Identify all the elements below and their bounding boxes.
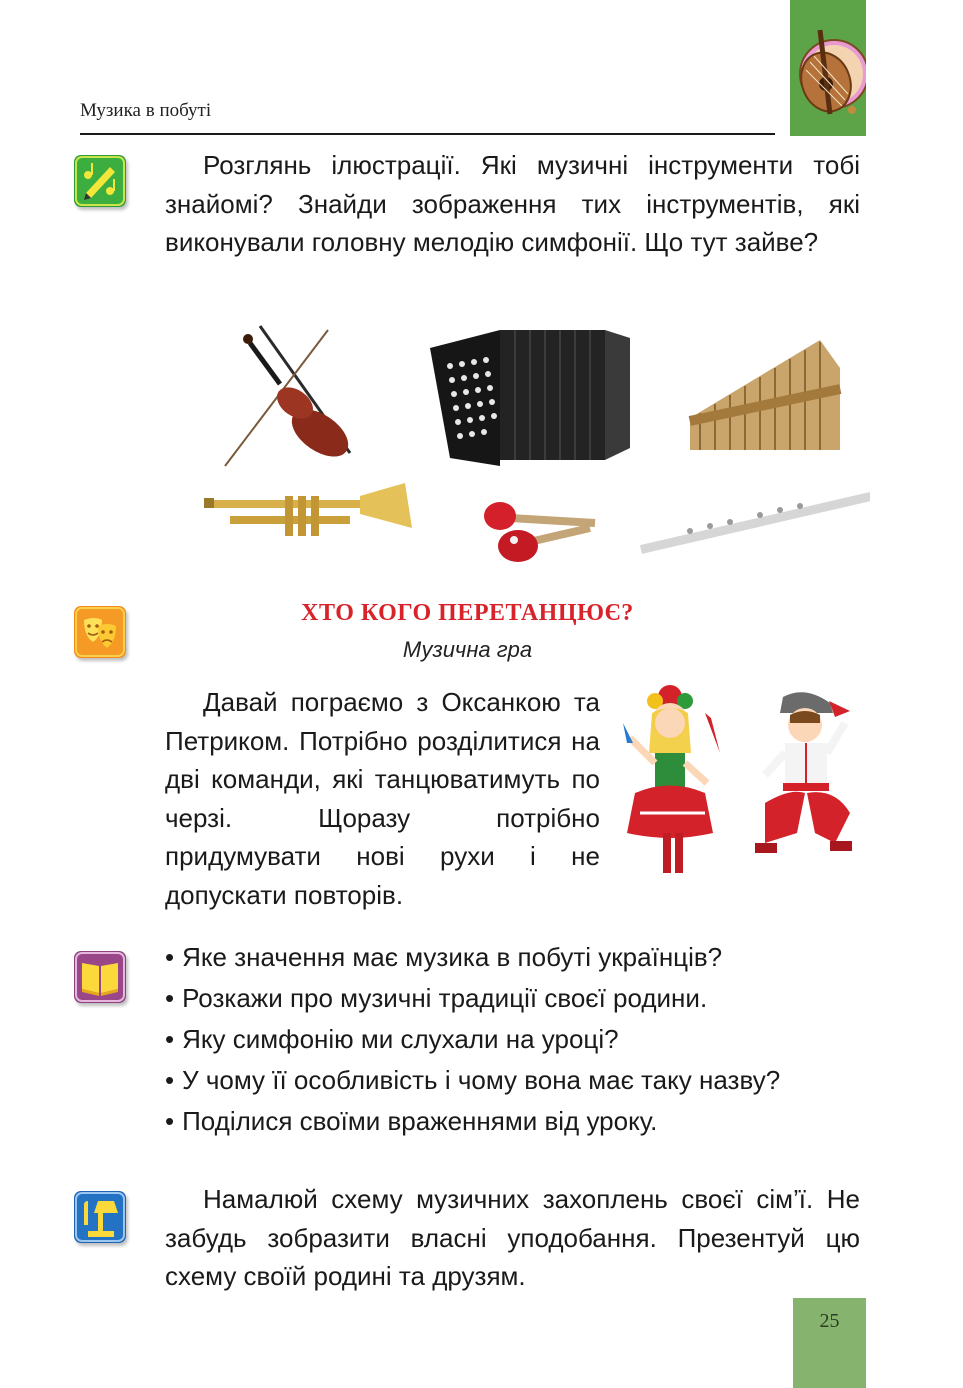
questions-list: [165, 937, 875, 1142]
trumpet-image: [204, 483, 412, 536]
boy-dancer-image: [755, 692, 852, 853]
task-text: Розглянь ілюстрації. Які музичні інструменти тобі знайомі? Знайди зображення тих інструментів, які виконували головну мелодію симфонії. Що тут зайве?: [165, 150, 860, 257]
homework-text: Намалюй схему музичних захоплень своєї сім’ї. Не забудь зобразити власні уподобання. Презентуй цю схему своїй родині та друзям.: [165, 1184, 860, 1291]
list-item: • Яку симфонію ми слухали на уроці?: [165, 1019, 875, 1060]
game-title: ХТО КОГО ПЕРЕТАНЦЮЄ?: [301, 600, 634, 626]
page-number: 25: [819, 1310, 840, 1332]
accordion-image: [430, 330, 630, 466]
girl-dancer-image: [623, 685, 720, 873]
violin-image: [225, 326, 357, 466]
maracas-image: [484, 502, 595, 562]
panpipes-image: [689, 340, 842, 450]
list-item: • Розкажи про музичні традиції своєї родини.: [165, 978, 875, 1019]
homework-paragraph: [165, 1180, 860, 1296]
flute-image: [640, 491, 870, 554]
list-item: • У чому її особливість і чому вона має таку назву?: [165, 1060, 875, 1101]
music-notes-pen-icon: [74, 155, 126, 207]
list-item: • Яке значення має музика в побуті українців?: [165, 937, 875, 978]
corner-tab: [790, 0, 866, 136]
bandura-drum-icon: [790, 22, 866, 122]
running-header: Музика в побуті: [80, 100, 212, 121]
task-paragraph: [165, 146, 860, 262]
header-rule: [80, 133, 775, 135]
open-book-icon: [74, 951, 126, 1003]
game-subtitle: Музична гра: [402, 637, 533, 662]
list-item: • Поділися своїми враженнями від уроку.: [165, 1101, 875, 1142]
theatre-masks-icon: [74, 606, 126, 658]
dancing-children-illustration: [615, 683, 865, 883]
desk-lamp-icon: [74, 1191, 126, 1243]
instruments-illustration: [200, 318, 870, 568]
game-text: Давай пограємо з Оксанкою та Петриком. Потрібно розділитися на дві команди, які танцюватимуть по черзі. Щоразу потрібно придумувати нові рухи і не допускати повторів.: [165, 687, 600, 910]
game-paragraph: [165, 683, 600, 914]
